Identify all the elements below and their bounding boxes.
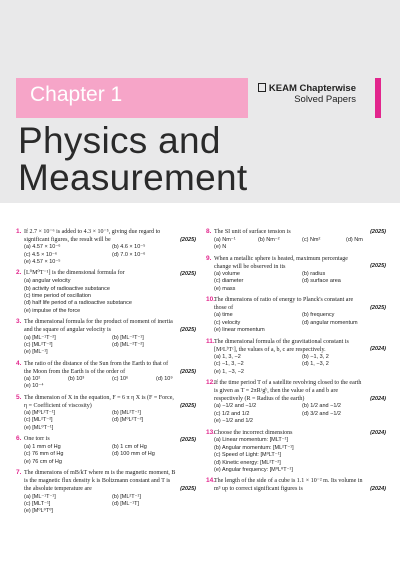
question-head bbox=[206, 228, 386, 237]
option-item: (b) [ML²T⁻¹] bbox=[112, 493, 141, 500]
option-item: (b) [ML²T⁻¹] bbox=[112, 410, 141, 416]
question-year: (2025) bbox=[180, 368, 196, 375]
option-item: (a) 1, 3, −2 bbox=[214, 353, 241, 360]
option-list bbox=[24, 494, 196, 516]
option-item: (d) angular momentum bbox=[302, 319, 358, 326]
brand-subtitle: Solved Papers bbox=[294, 94, 356, 105]
question-year: (2025) bbox=[370, 304, 386, 311]
option-item: (e) −1/2 and 1/2 bbox=[214, 418, 253, 425]
question-text: The dimension of X in the equation, F = 6 π η X is (F = Force, η = Coefficient of viscosity) bbox=[24, 394, 174, 409]
option-item: (b) [ML⁻²T⁻¹] bbox=[112, 334, 144, 341]
question-number: 2. bbox=[16, 269, 22, 277]
option-item: (c) [MLT⁻¹] bbox=[24, 501, 51, 507]
question-item bbox=[16, 318, 196, 356]
option-list bbox=[24, 410, 196, 432]
question-head bbox=[206, 429, 386, 438]
question-text: If the time period T of a satellite revolving closed to the earth is given as T = 2πRᵃgᵇ, then the value of a and b are respectively (R = Radius of the earth) bbox=[214, 379, 362, 403]
option-item: (e) impulse of the force bbox=[24, 307, 81, 314]
question-item bbox=[206, 429, 386, 475]
left-question-column bbox=[16, 228, 196, 519]
question-item bbox=[16, 469, 196, 516]
question-number: 11. bbox=[206, 337, 215, 345]
chapter-label: Chapter 1 bbox=[30, 83, 123, 106]
option-item: (c) 76 mm of Hg bbox=[24, 451, 64, 458]
question-item bbox=[16, 435, 196, 466]
question-number: 8. bbox=[206, 228, 212, 235]
option-list bbox=[214, 312, 386, 334]
question-head bbox=[206, 255, 386, 271]
question-item bbox=[206, 296, 386, 334]
option-item: (b) Nm⁻² bbox=[258, 236, 280, 243]
option-item: (d) 10⁹ bbox=[156, 375, 173, 382]
question-text: The ratio of the distance of the Sun from the Earth to that of the Moon from the Earth is of the order of bbox=[24, 360, 169, 375]
question-number: 14. bbox=[206, 477, 216, 485]
question-head bbox=[16, 228, 196, 244]
question-text: [L⁰M⁰T⁻¹] is the dimensional formula for bbox=[24, 270, 125, 277]
question-item bbox=[206, 379, 386, 426]
option-item: (c) 4.5 × 10⁻⁶ bbox=[24, 251, 58, 258]
option-item: (a) angular velocity bbox=[24, 278, 71, 285]
option-item: (a) −1/2 and −1/2 bbox=[214, 403, 257, 410]
question-head bbox=[16, 269, 196, 278]
question-head bbox=[206, 477, 386, 493]
question-head bbox=[206, 338, 386, 354]
question-head bbox=[206, 379, 386, 403]
question-text: Choose the incorrect dimensions bbox=[214, 429, 293, 436]
option-item: (d) [ML⁻¹T] bbox=[112, 501, 140, 507]
option-item: (e) Angular frequency: [M⁰L⁰T⁻¹] bbox=[214, 466, 293, 473]
option-list bbox=[214, 271, 386, 293]
option-item: (a) [ML⁻¹T⁻²] bbox=[24, 334, 56, 341]
option-item: (a) time bbox=[214, 312, 233, 319]
page-title-line2: Measurement bbox=[18, 157, 248, 198]
question-head bbox=[16, 394, 196, 410]
question-year: (2024) bbox=[370, 346, 386, 353]
option-item: (e) 4.57 × 10⁻⁵ bbox=[24, 259, 61, 266]
option-list bbox=[214, 437, 386, 474]
brand-title bbox=[258, 83, 356, 94]
option-item: (a) Linear momentum: [MLT⁻¹] bbox=[214, 437, 289, 444]
chapter-header bbox=[0, 0, 400, 203]
brand-title-text: KEAM Chapterwise bbox=[268, 83, 356, 94]
option-item: (d) Nm bbox=[346, 236, 363, 243]
option-item: (e) [ML⁰T⁻¹] bbox=[24, 424, 54, 431]
option-item: (d) Kinetic energy: [ML²T⁻²] bbox=[214, 459, 281, 466]
option-item: (e) [ML⁻¹] bbox=[24, 349, 48, 356]
option-item: (a) 10² bbox=[24, 375, 41, 382]
option-item: (e) 10⁻⁴ bbox=[24, 383, 44, 390]
question-text: The dimensions of mB/kT where m is the magnetic moment, B is the magnetic flux density k is Boltzmann constant and T is the absolute temperature are bbox=[24, 470, 176, 493]
question-text: One torr is bbox=[24, 436, 50, 443]
option-item: (e) [M⁰L⁰T⁰] bbox=[24, 508, 53, 515]
question-number: 12. bbox=[206, 378, 216, 386]
option-item: (a) Nm⁻¹ bbox=[214, 236, 236, 243]
book-icon bbox=[258, 83, 266, 92]
question-year: (2025) bbox=[370, 229, 386, 236]
option-item: (a) [M⁰L²T⁻¹] bbox=[24, 410, 56, 416]
question-year: (2025) bbox=[180, 436, 196, 443]
option-item: (b) 1/2 and −1/2 bbox=[302, 403, 341, 410]
option-list bbox=[24, 244, 196, 266]
option-item: (b) 10³ bbox=[68, 375, 85, 382]
option-item: (a) 4.57 × 10⁻⁶ bbox=[24, 244, 61, 251]
option-item: (c) 10⁶ bbox=[112, 375, 129, 382]
page-title-line1: Physics and bbox=[18, 120, 221, 161]
option-item: (c) Speed of Light: [M⁰LT⁻¹] bbox=[214, 452, 282, 459]
option-item: (c) diameter bbox=[214, 278, 244, 285]
option-item: (b) 1 cm of Hg bbox=[112, 444, 147, 451]
option-item: (c) [ML²T⁻²] bbox=[24, 417, 53, 424]
question-year: (2025) bbox=[180, 236, 196, 243]
question-year: (2025) bbox=[180, 270, 196, 277]
question-text: The dimensional formula of the gravitational constant is [MᵃLᵇTᶜ], the values of a, b, c are respectively. bbox=[214, 338, 349, 353]
question-head bbox=[16, 469, 196, 493]
question-item bbox=[16, 228, 196, 266]
brand-block bbox=[258, 83, 356, 105]
option-item: (e) N bbox=[214, 244, 227, 251]
question-text: The dimensions of ratio of energy to Planck's constant are those of bbox=[214, 297, 354, 312]
option-item: (b) 4.6 × 10⁻⁵ bbox=[112, 244, 146, 251]
option-item: (d) surface area bbox=[302, 278, 341, 285]
question-head bbox=[206, 296, 386, 312]
question-number: 5. bbox=[16, 393, 22, 401]
option-item: (d) 3/2 and −1/2 bbox=[302, 410, 341, 417]
option-item: (d) [ML⁻²T⁻²] bbox=[112, 341, 144, 348]
option-list bbox=[24, 376, 196, 391]
option-item: (b) frequency bbox=[302, 312, 335, 319]
option-item: (d) [M⁰L²T⁻²] bbox=[112, 417, 144, 424]
question-item bbox=[206, 255, 386, 293]
option-list bbox=[24, 444, 196, 466]
option-item: (a) [ML⁻¹T⁻¹] bbox=[24, 493, 56, 500]
option-item: (d) 1, −3, 2 bbox=[302, 361, 329, 368]
question-year: (2025) bbox=[370, 263, 386, 270]
question-number: 10. bbox=[206, 296, 216, 304]
option-item: (c) 1/2 and 1/2 bbox=[214, 410, 250, 417]
question-number: 3. bbox=[16, 318, 22, 326]
question-item bbox=[16, 394, 196, 432]
option-list bbox=[214, 354, 386, 376]
question-item bbox=[16, 360, 196, 391]
option-item: (b) Angular momentum: [ML²T⁻¹] bbox=[214, 444, 294, 451]
option-item: (e) linear momentum bbox=[214, 327, 265, 334]
question-number: 13. bbox=[206, 428, 216, 436]
option-item: (b) −1, 3, 2 bbox=[302, 353, 329, 360]
option-list bbox=[24, 278, 196, 315]
question-text: If 2.7 × 10⁻⁶ is added to 4.3 × 10⁻⁵, giving due regard to significant figures, the result will be bbox=[24, 229, 161, 244]
question-year: (2024) bbox=[370, 395, 386, 402]
question-item bbox=[206, 228, 386, 252]
option-item: (a) 1 mm of Hg bbox=[24, 444, 61, 451]
question-number: 6. bbox=[16, 435, 22, 443]
question-text: When a metallic sphere is heated, maximum percentage change will be observed in its bbox=[214, 255, 348, 270]
option-item: (e) 76 cm of Hg bbox=[24, 458, 62, 465]
question-year: (2025) bbox=[180, 327, 196, 334]
option-item: (e) mass bbox=[214, 285, 236, 292]
question-year: (2024) bbox=[370, 429, 386, 436]
question-head bbox=[16, 435, 196, 444]
question-head bbox=[16, 318, 196, 334]
question-text: The SI unit of surface tension is bbox=[214, 229, 291, 235]
option-list bbox=[24, 335, 196, 357]
question-year: (2024) bbox=[370, 486, 386, 493]
question-number: 7. bbox=[16, 469, 22, 477]
option-item: (c) −1, 3, −2 bbox=[214, 361, 244, 368]
option-item: (b) radius bbox=[302, 270, 326, 277]
option-item: (b) activity of radioactive substance bbox=[24, 285, 110, 292]
option-item: (e) 1, −3, −2 bbox=[214, 368, 244, 375]
chapter-tab bbox=[16, 78, 248, 118]
option-item: (d) 100 mm of Hg bbox=[112, 451, 155, 458]
accent-bar bbox=[375, 78, 381, 118]
question-number: 4. bbox=[16, 359, 22, 367]
right-question-column bbox=[206, 228, 386, 497]
option-list bbox=[214, 237, 386, 252]
option-item: (c) Nm² bbox=[302, 236, 321, 243]
option-item: (a) volume bbox=[214, 270, 240, 277]
option-item: (d) 7.0 × 10⁻⁶ bbox=[112, 251, 146, 258]
option-item: (c) time period of oscillation bbox=[24, 293, 91, 300]
question-year: (2025) bbox=[180, 402, 196, 409]
question-item bbox=[16, 269, 196, 315]
question-number: 1. bbox=[16, 228, 22, 235]
question-head bbox=[16, 360, 196, 376]
option-item: (c) velocity bbox=[214, 319, 241, 326]
question-item bbox=[206, 338, 386, 376]
question-text: The length of the side of a cube is 1.1 × 10⁻² m. Its volume in m³ up to correct significant figures is bbox=[214, 478, 363, 493]
question-item bbox=[206, 477, 386, 493]
option-list bbox=[214, 403, 386, 425]
question-year: (2025) bbox=[180, 486, 196, 493]
question-number: 9. bbox=[206, 254, 212, 262]
option-item: (d) half life period of a radioactive substance bbox=[24, 300, 132, 307]
question-text: The dimensional formula for the product of moment of inertia and the square of angular velocity is bbox=[24, 319, 173, 334]
option-item: (c) [ML²T⁻²] bbox=[24, 341, 53, 348]
